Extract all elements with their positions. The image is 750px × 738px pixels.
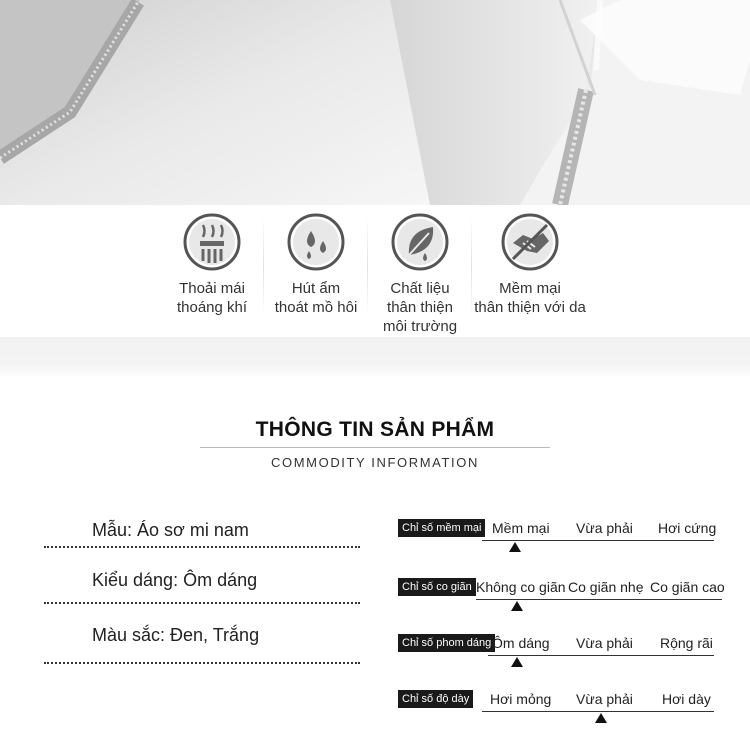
scale-option: Hơi mỏng (490, 691, 552, 707)
scale-rule (482, 711, 714, 712)
scale-name-tag: Chỉ số mềm mại (398, 519, 485, 537)
scale-name-tag: Chỉ số co giãn (398, 578, 476, 596)
feature-eco-material (368, 213, 472, 336)
leaf-icon (391, 213, 449, 271)
feature-breathable (160, 213, 264, 317)
section-title: THÔNG TIN SẢN PHẨM (255, 418, 495, 441)
breathable-fabric-icon (183, 213, 241, 271)
dotted-divider (44, 662, 360, 664)
dotted-divider (44, 546, 360, 548)
feature-label-line1: Chất liệu (390, 280, 450, 297)
scale-softness (398, 519, 728, 549)
features-band (0, 205, 750, 378)
feature-moisture (264, 213, 368, 317)
feature-soft-skin (470, 213, 590, 317)
feature-label-line1: Thoải mái (179, 280, 245, 297)
feature-label-line1: Hút ẩm (291, 280, 341, 297)
scale-rule (488, 655, 714, 656)
title-underline (200, 447, 550, 448)
scale-option: Hơi cứng (658, 520, 717, 536)
scale-rule (476, 599, 722, 600)
scale-option: Vừa phải (576, 691, 633, 707)
scale-option: Co giãn cao (650, 579, 725, 595)
feature-label-line2: thoát mồ hôi (274, 299, 358, 316)
scale-thickness (398, 690, 728, 720)
scale-marker (509, 542, 521, 552)
product-photo (0, 0, 750, 205)
feature-label-line2: thoáng khí (176, 299, 248, 316)
scale-silhouette (398, 634, 728, 664)
scale-stretch (398, 578, 728, 608)
feature-label-line2: thân thiện với da (474, 299, 586, 316)
feature-label-line2: thân thiện (387, 299, 453, 316)
scale-option: Không co giãn (476, 579, 566, 595)
scale-option: Rộng rãi (660, 635, 713, 651)
scale-option: Mềm mại (492, 520, 550, 536)
scale-marker (511, 657, 523, 667)
scale-name-tag: Chỉ số phom dáng (398, 634, 495, 652)
scale-option: Vừa phải (576, 520, 633, 536)
scale-option: Ôm dáng (492, 635, 550, 651)
spec-color: Màu sắc: Đen, Trắng (92, 625, 260, 645)
sweat-drops-icon (287, 213, 345, 271)
dotted-divider (44, 602, 360, 604)
feature-label-line3: môi trường (382, 318, 458, 335)
scale-rule (482, 540, 714, 541)
scale-option: Vừa phải (576, 635, 633, 651)
handshake-icon (501, 213, 559, 271)
spec-fit: Kiểu dáng: Ôm dáng (92, 570, 258, 590)
spec-model: Mẫu: Áo sơ mi nam (92, 520, 249, 540)
scale-name-tag: Chỉ số độ dày (398, 690, 473, 708)
feature-label-line1: Mềm mại (499, 280, 561, 297)
scale-marker (511, 601, 523, 611)
section-subtitle: COMMODITY INFORMATION (271, 455, 479, 470)
scale-option: Co giãn nhẹ (568, 579, 644, 595)
scale-option: Hơi dày (662, 691, 711, 707)
scale-marker (595, 713, 607, 723)
